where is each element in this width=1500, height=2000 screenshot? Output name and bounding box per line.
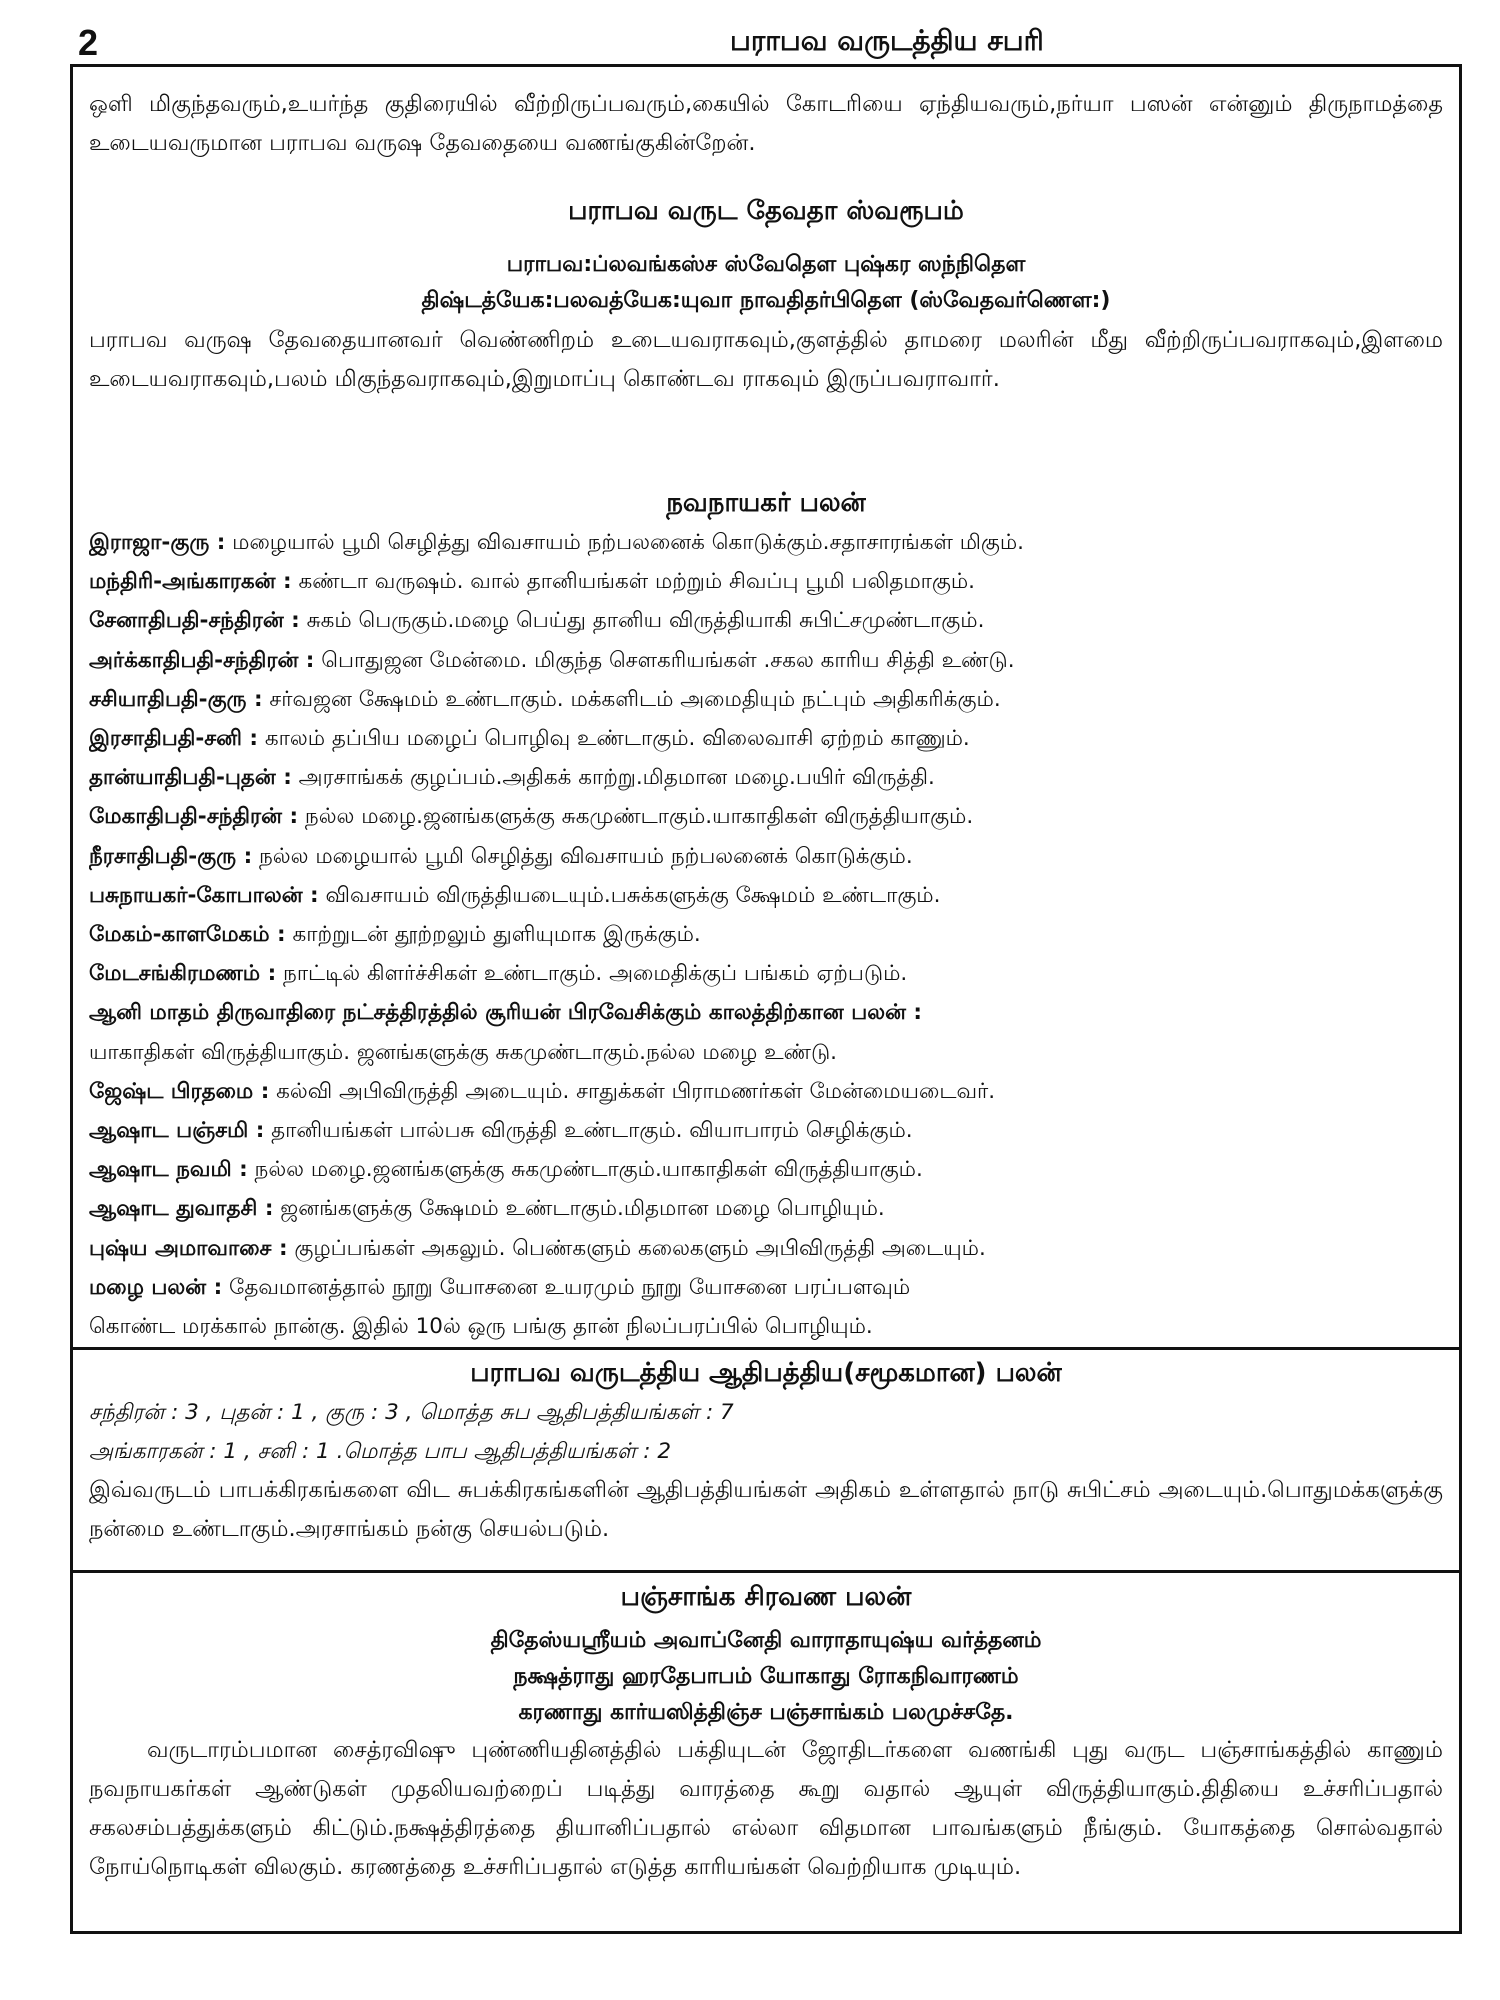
navanayakar-row-key: மேடசங்கிரமணம் : — [89, 961, 277, 987]
navanayakar-row-key: இரசாதிபதி-சனி : — [89, 726, 259, 752]
page-number: 2 — [78, 22, 99, 63]
navanayakar-row-key: ஜேஷ்ட பிரதமை : — [89, 1078, 270, 1104]
navanayakar-row — [89, 680, 1443, 719]
navanayakar-row-text: கண்டா வருஷம். வால் தானியங்கள் மற்றும் சிவப்பு பூமி பலிதமாகும். — [291, 569, 976, 595]
navanayakar-row-key: அர்க்காதிபதி-சந்திரன் : — [89, 647, 315, 673]
navanayakar-row-text: விவசாயம் விருத்தியடையும்.பசுக்களுக்கு க்ஷேமம் உண்டாகும். — [318, 882, 941, 908]
navanayakar-row-key: மந்திரி-அங்காரகன் : — [89, 569, 292, 595]
navanayakar-row — [89, 523, 1443, 562]
navanayakar-row-key: ஆஷாட துவாதசி : — [89, 1196, 274, 1222]
navanayakar-row-key: மழை பலன் : — [89, 1274, 223, 1300]
adhipathya-paragraph: இவ்வருடம் பாபக்கிரகங்களை விட சுபக்கிரகங்களின் ஆதிபத்தியங்கள் அதிகம் உள்ளதால் நாடு சுபிட்சம் அடையும்.பொதுமக்களுக்கு நன்மை உண்டாகும்.அரசாங்கம் நன்கு செயல்படும். — [89, 1477, 1443, 1543]
navanayakar-row — [89, 1189, 1443, 1228]
navanayakar-heading: நவநாயகர் பலன் — [666, 488, 866, 518]
running-title: பராபவ வருடத்திய சபரி — [730, 24, 1044, 57]
navanayakar-row-text: நாட்டில் கிளர்ச்சிகள் உண்டாகும். அமைதிக்குப் பங்கம் ஏற்படும். — [276, 961, 908, 987]
adhipathya-papa-line: அங்காரகன் : 1 , சனி : 1 .மொத்த பாப ஆதிபத்தியங்கள் : 2 — [89, 1439, 672, 1465]
navanayakar-row — [89, 758, 1443, 797]
navanayakar-row — [89, 1150, 1443, 1189]
adhipathya-section — [73, 1353, 1459, 1549]
navanayakar-row-key: சசியாதிபதி-குரு : — [89, 686, 263, 712]
panchanga-verse-line-3: கரணாது கார்யஸித்திஞ்ச பஞ்சாங்கம் பலமுச்சதே. — [518, 1700, 1014, 1725]
navanayakar-row — [89, 1033, 1443, 1072]
navanayakar-row — [89, 993, 1443, 1032]
navanayakar-row — [89, 562, 1443, 601]
navanayakar-row-text: நல்ல மழையால் பூமி செழித்து விவசாயம் நற்பலனைக் கொடுக்கும். — [252, 843, 913, 869]
navanayakar-row-text: சர்வஜன க்ஷேமம் உண்டாகும். மக்களிடம் அமைதியும் நட்பும் அதிகரிக்கும். — [262, 686, 1001, 712]
navanayakar-row — [89, 876, 1443, 915]
section-divider — [73, 1570, 1459, 1573]
navanayakar-row-text: கொண்ட மரக்கால் நான்கு. இதில் 10ல் ஒரு பங்கு தான் நிலப்பரப்பில் பொழியும். — [89, 1314, 873, 1340]
navanayakar-row-key: இராஜா-குரு : — [89, 530, 226, 555]
navanayakar-row-text: நல்ல மழை.ஜனங்களுக்கு சுகமுண்டாகும்.யாகாதிகள் விருத்தியாகும். — [247, 1157, 923, 1183]
navanayakar-row-text: சுகம் பெருகும்.மழை பெய்து தானிய விருத்தியாகி சுபிட்சமுண்டாகும். — [299, 608, 985, 634]
navanayakar-row — [89, 915, 1443, 954]
navanayakar-row-key: ஆஷாட நவமி : — [89, 1157, 248, 1183]
navanayakar-row-key: ஆஷாட பஞ்சமி : — [89, 1118, 265, 1144]
section-divider — [73, 1347, 1459, 1350]
navanayakar-row-text: ஜனங்களுக்கு க்ஷேமம் உண்டாகும்.மிதமான மழை பொழியும். — [273, 1196, 885, 1222]
navanayakar-row — [89, 1268, 1443, 1307]
navanayakar-row — [89, 1072, 1443, 1111]
navanayakar-row-text: தானியங்கள் பால்பசு விருத்தி உண்டாகும். வியாபாரம் செழிக்கும். — [264, 1118, 913, 1144]
navanayakar-row-key: ஆனி மாதம் திருவாதிரை நட்சத்திரத்தில் சூரியன் பிரவேசிக்கும் காலத்திற்கான பலன் : — [89, 1000, 923, 1026]
adhipathya-heading: பராபவ வருடத்திய ஆதிபத்திய(சமூகமான) பலன் — [470, 1358, 1062, 1388]
navanayakar-row-key: பசுநாயகர்-கோபாலன் : — [89, 882, 319, 908]
navanayakar-row — [89, 1307, 1443, 1346]
navanayakar-row — [89, 601, 1443, 640]
navanayakar-section — [73, 483, 1459, 1346]
navanayakar-row-text: காற்றுடன் தூற்றலும் துளியுமாக இருக்கும். — [285, 922, 701, 948]
navanayakar-row-key: தான்யாதிபதி-புதன் : — [89, 765, 292, 791]
navanayakar-row — [89, 837, 1443, 876]
navanayakar-row-key: நீரசாதிபதி-குரு : — [89, 843, 253, 869]
devata-section — [73, 191, 1459, 399]
navanayakar-row-key: மேகம்-காளமேகம் : — [89, 922, 286, 948]
navanayakar-row — [89, 1111, 1443, 1150]
navanayakar-row-text: நல்ல மழை.ஜனங்களுக்கு சுகமுண்டாகும்.யாகாதிகள் விருத்தியாகும். — [298, 804, 974, 830]
navanayakar-list — [89, 523, 1443, 1346]
content-frame — [70, 64, 1462, 1934]
panchanga-verse-line-1: திதேஸ்யஸ்ரீயம் அவாப்னேதி வாராதாயுஷ்ய வர்த்தனம் — [490, 1628, 1042, 1653]
intro-section — [73, 85, 1459, 163]
navanayakar-row — [89, 719, 1443, 758]
navanayakar-row-text: குழப்பங்கள் அகலும். பெண்களும் கலைகளும் அபிவிருத்தி அடையும். — [287, 1235, 986, 1261]
adhipathya-subha-line: சந்திரன் : 3 , புதன் : 1 , குரு : 3 , மொத்த சுப ஆதிபத்தியங்கள் : 7 — [89, 1400, 734, 1425]
navanayakar-row-text: தேவமானத்தால் நூறு யோசனை உயரமும் நூறு யோசனை பரப்பளவும் — [222, 1274, 911, 1300]
navanayakar-row-text: காலம் தப்பிய மழைப் பொழிவு உண்டாகும். விலைவாசி ஏற்றம் காணும். — [258, 726, 970, 752]
navanayakar-row-text: மழையால் பூமி செழித்து விவசாயம் நற்பலனைக் கொடுக்கும்.சதாசாரங்கள் மிகும். — [225, 530, 1024, 555]
navanayakar-row — [89, 1229, 1443, 1268]
navanayakar-row-key: மேகாதிபதி-சந்திரன் : — [89, 804, 299, 830]
devata-verse-line-2: திஷ்டத்யேக:பலவத்யேக:யுவா நாவதிதர்பிதௌ (ஸ்வேதவர்ணௌ:) — [421, 288, 1111, 313]
navanayakar-row-key: புஷ்ய அமாவாசை : — [89, 1235, 288, 1261]
navanayakar-row-text: பொதுஜன மேன்மை. மிகுந்த சௌகரியங்கள் .சகல காரிய சித்தி உண்டு. — [314, 647, 1015, 673]
page-header — [0, 0, 1500, 70]
devata-heading: பராபவ வருட தேவதா ஸ்வரூபம் — [568, 196, 964, 226]
navanayakar-row — [89, 641, 1443, 680]
panchanga-paragraph: வருடாரம்பமான சைத்ரவிஷு புண்ணியதினத்தில் பக்தியுடன் ஜோதிடர்களை வணங்கி புது வருட பஞ்சாங்கத்தில் காணும் நவநாயகர்கள் ஆண்டுகள் முதலியவற்றைப் படித்து வாரத்தை கூறு வதால் ஆயுள் விருத்தியாகும்.திதியை உச்சரிப்பதால் சகலசம்பத்துக்களும் கிட்டும்.நக்ஷத்திரத்தை தியானிப்பதால் எல்லா விதமான பாவங்களும் நீங்கும். யோகத்தை சொல்வதால் நோய்நொடிகள் விலகும். கரணத்தை உச்சரிப்பதால் எடுத்த காரியங்கள் வெற்றியாக முடியும். — [89, 1737, 1443, 1880]
navanayakar-row-text: கல்வி அபிவிருத்தி அடையும். சாதுக்கள் பிராமணர்கள் மேன்மையடைவர். — [269, 1078, 996, 1104]
panchanga-verse-line-2: நக்ஷத்ராது ஹரதேபாபம் யோகாது ரோகநிவாரணம் — [513, 1664, 1019, 1689]
navanayakar-row — [89, 797, 1443, 836]
navanayakar-row — [89, 954, 1443, 993]
navanayakar-row-key: சேனாதிபதி-சந்திரன் : — [89, 608, 300, 634]
devata-verse-line-1: பராபவ:ப்லவங்கஸ்ச ஸ்வேதௌ புஷ்கர ஸந்நிதௌ — [506, 252, 1026, 277]
intro-paragraph: ஒளி மிகுந்தவரும்,உயர்ந்த குதிரையில் வீற்றிருப்பவரும்,கையில் கோடரியை ஏந்தியவரும்,நர்யா பஸன் என்னும் திருநாமத்தை உடையவருமான பராபவ வருஷ தேவதையை வணங்குகின்றேன். — [89, 91, 1443, 156]
panchanga-heading: பஞ்சாங்க சிரவண பலன் — [620, 1582, 912, 1612]
devata-description: பராபவ வருஷ தேவதையானவர் வெண்ணிறம் உடையவராகவும்,குளத்தில் தாமரை மலரின் மீது வீற்றிருப்பவராகவும்,இளமை உடையவராகவும்,பலம் மிகுந்தவராகவும்,இறுமாப்பு கொண்டவ ராகவும் இருப்பவராவார். — [89, 327, 1443, 392]
navanayakar-row-text: யாகாதிகள் விருத்தியாகும். ஜனங்களுக்கு சுகமுண்டாகும்.நல்ல மழை உண்டு. — [89, 1039, 838, 1065]
panchanga-section — [73, 1577, 1459, 1887]
navanayakar-row-text: அரசாங்கக் குழப்பம்.அதிகக் காற்று.மிதமான மழை.பயிர் விருத்தி. — [291, 765, 935, 791]
